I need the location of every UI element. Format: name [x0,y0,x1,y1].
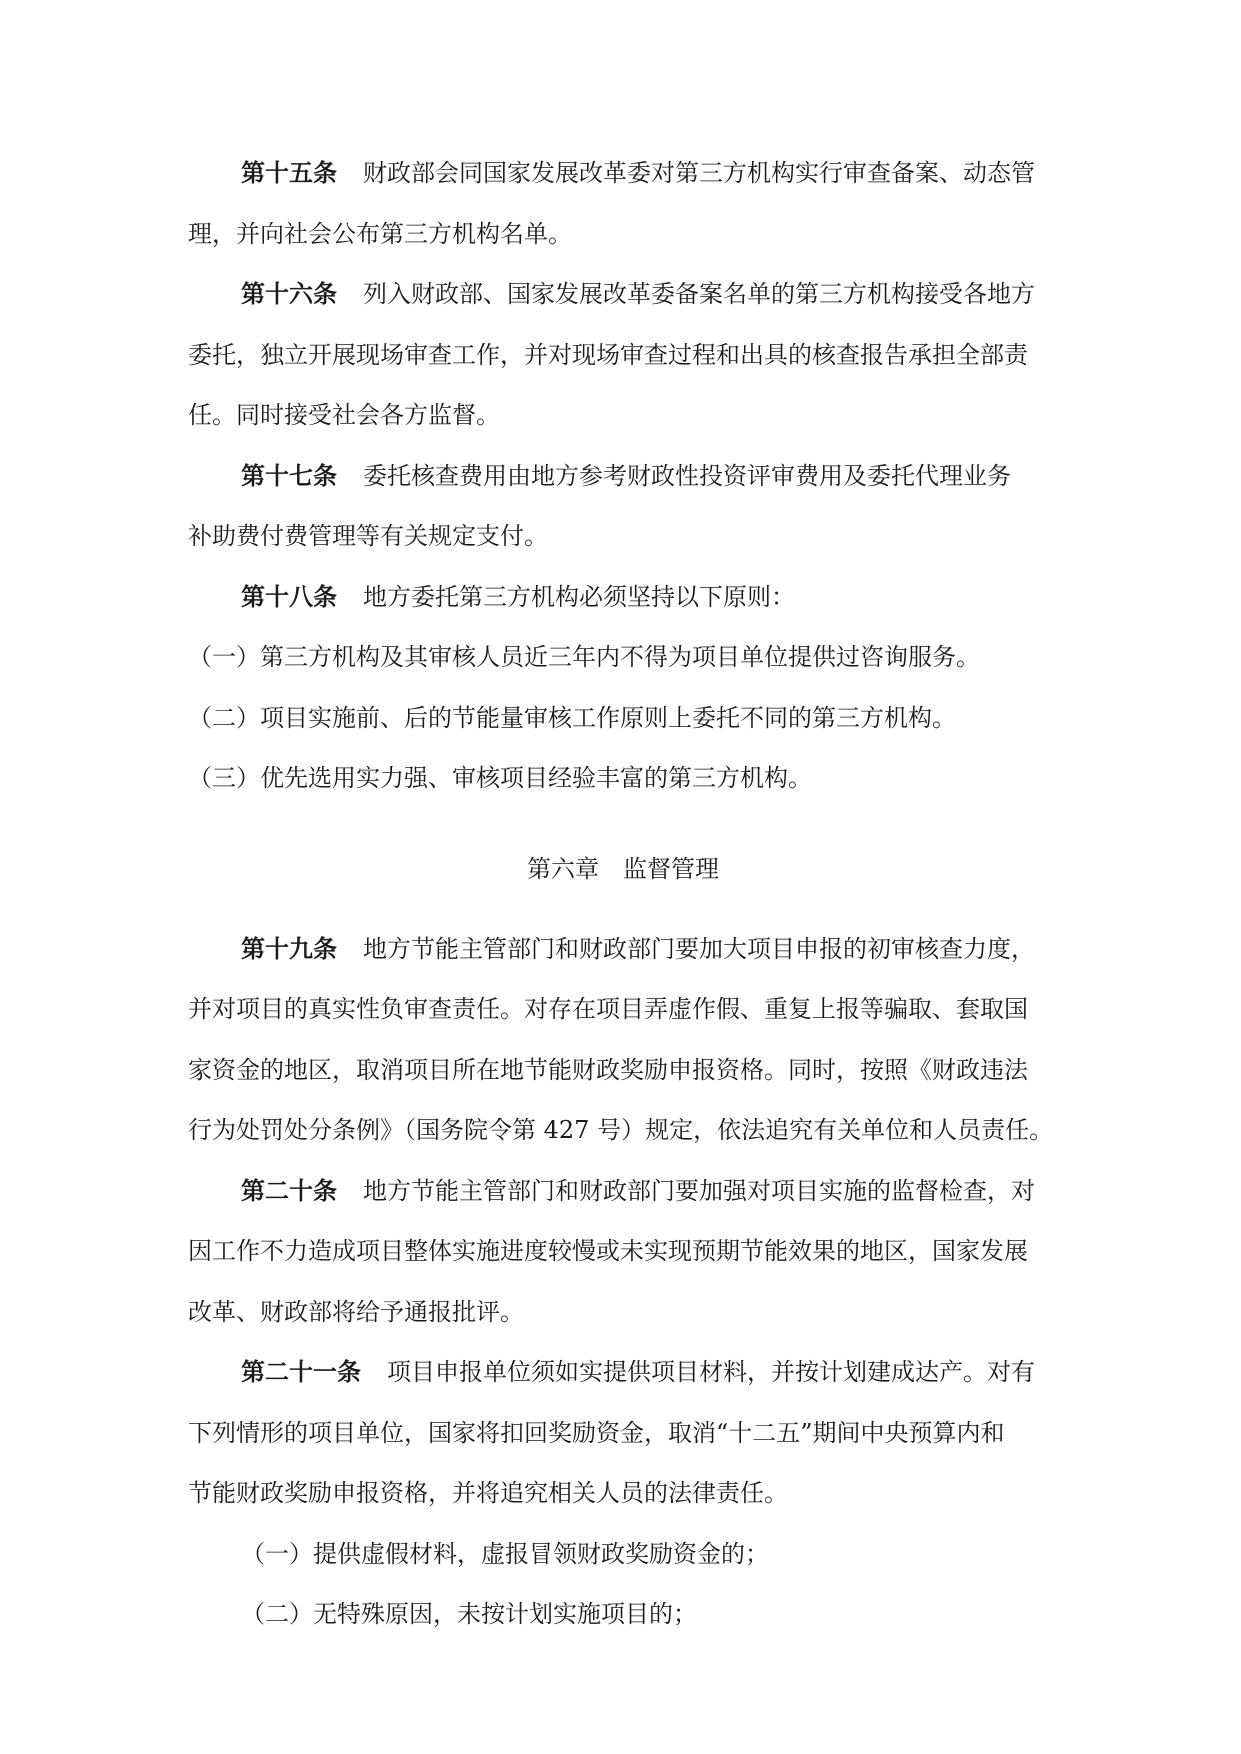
article-19-line-4: 行为处罚处分条例》（国务院令第 427 号）规定，依法追究有关单位和人员责任。 [188,1116,1054,1144]
article-17-line-1 [188,461,1058,522]
article-19-line-3: 家资金的地区，取消项目所在地节能财政奖励申报资格。同时，按照《财政违法 [188,1055,1028,1084]
article-20 [188,1176,1058,1358]
article-15-line-1 [188,158,1058,219]
article-19-line-2: 并对项目的真实性负审查责任。对存在项目弄虚作假、重复上报等骗取、套取国 [188,995,1028,1023]
article-19-line-1 [188,934,1058,995]
article-21-line-3: 节能财政奖励申报资格，并将追究相关人员的法律责任。 [188,1479,788,1507]
article-18-item-1: （一）第三方机构及其审核人员近三年内不得为项目单位提供过咨询服务。 [188,643,980,671]
article-16-line-3: 任。同时接受社会各方监督。 [188,401,500,429]
article-18-item-3: （三）优先选用实力强、审核项目经验丰富的第三方机构。 [188,764,812,792]
article-18-title: 第十八条 [241,581,337,611]
article-19 [188,934,1058,1176]
article-15-text-1: 财政部会同国家发展改革委对第三方机构实行审查备案、动态管 [363,159,1035,187]
article-21-title: 第二十一条 [241,1357,361,1386]
article-16-title: 第十六条 [241,279,337,308]
article-21-line-1 [188,1357,1058,1418]
article-16-text-1: 列入财政部、国家发展改革委备案名单的第三方机构接受各地方 [363,280,1035,308]
article-18-line-1 [188,582,1058,643]
article-20-line-1 [188,1176,1058,1237]
article-20-text-1: 地方节能主管部门和财政部门要加强对项目实施的监督检查，对 [363,1176,1035,1205]
article-18-item-2: （二）项目实施前、后的节能量审核工作原则上委托不同的第三方机构。 [188,703,956,732]
article-21-line-2: 下列情形的项目单位，国家将扣回奖励资金，取消“十二五”期间中央预算内和 [188,1418,1005,1447]
chapter-heading [188,824,1058,934]
article-20-title: 第二十条 [241,1175,337,1205]
article-21-item-1: （一）提供虚假材料，虚报冒领财政奖励资金的； [241,1539,769,1568]
article-17-line-2: 补助费付费管理等有关规定支付。 [188,522,548,550]
article-19-title: 第十九条 [241,933,337,963]
document-body [188,158,1058,1660]
article-21-text-1: 项目申报单位须如实提供项目材料，并按计划建成达产。对有 [387,1358,1035,1386]
article-20-line-3: 改革、财政部将给予通报批评。 [188,1297,524,1326]
article-20-line-2: 因工作不力造成项目整体实施进度较慢或未实现预期节能效果的地区，国家发展 [188,1237,1028,1265]
chapter-number: 第六章 [527,854,599,883]
article-18 [188,582,1058,824]
chapter-name: 监督管理 [623,854,719,883]
article-17 [188,461,1058,582]
article-19-text-1: 地方节能主管部门和财政部门要加大项目申报的初审核查力度， [363,934,1035,963]
article-15 [188,158,1058,279]
article-17-text-1: 委托核查费用由地方参考财政性投资评审费用及委托代理业务 [363,461,1011,490]
article-16-line-1 [188,279,1058,340]
article-21-item-2: （二）无特殊原因，未按计划实施项目的； [241,1600,697,1628]
article-18-text-1: 地方委托第三方机构必须坚持以下原则： [363,582,795,611]
article-15-line-2: 理，并向社会公布第三方机构名单。 [188,219,572,248]
article-16-line-2: 委托，独立开展现场审查工作，并对现场审查过程和出具的核查报告承担全部责 [188,340,1028,369]
article-15-title: 第十五条 [241,158,337,187]
article-16 [188,279,1058,461]
article-17-title: 第十七条 [241,460,337,490]
article-21 [188,1357,1058,1660]
